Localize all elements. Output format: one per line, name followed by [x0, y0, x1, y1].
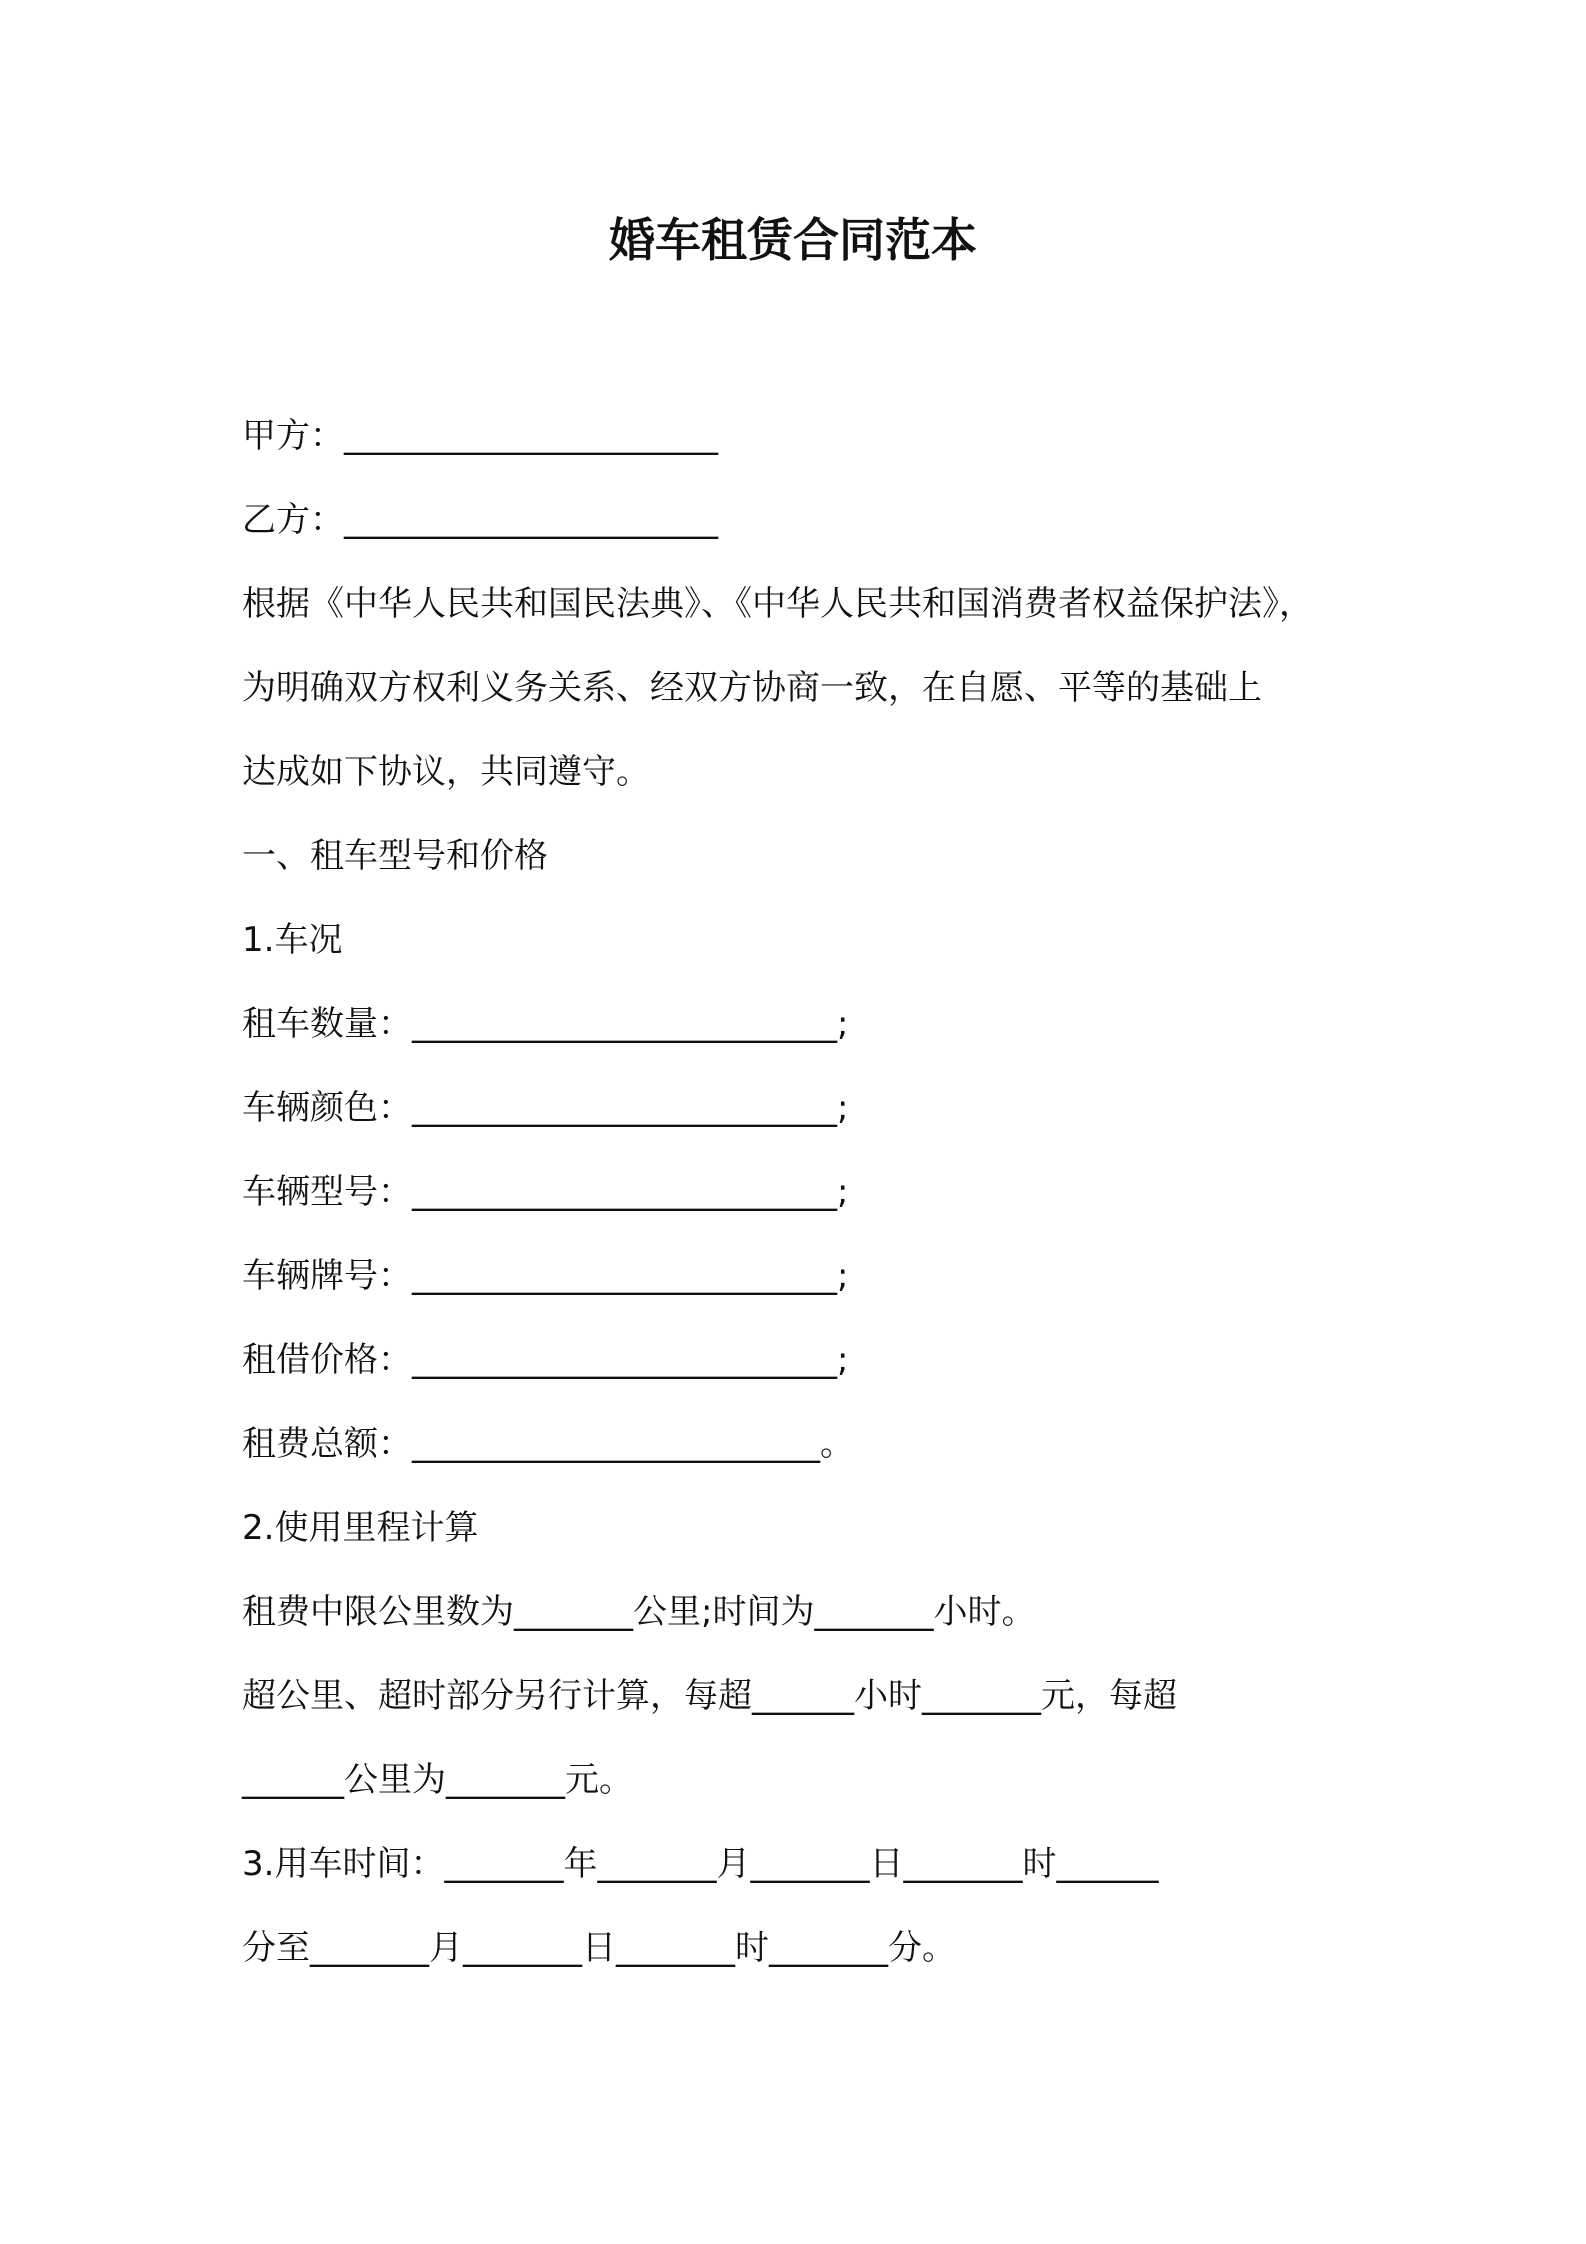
preamble-line-2: 为明确双方权利义务关系、经双方协商一致，在自愿、平等的基础上 — [242, 668, 1262, 708]
field-total-fee: 租费总额：________________________。 — [242, 1424, 854, 1464]
usage-time-line-2: 分至_______月_______日_______时_______分。 — [242, 1928, 956, 1968]
field-license-plate: 车辆牌号：_________________________; — [242, 1256, 849, 1296]
overage-line-1: 超公里、超时部分另行计算，每超______小时_______元，每超 — [242, 1676, 1177, 1716]
preamble-line-1: 根据《中华人民共和国民法典》、《中华人民共和国消费者权益保护法》， — [242, 584, 1313, 624]
field-rental-price: 租借价格：_________________________; — [242, 1340, 849, 1380]
party-a-line: 甲方：______________________ — [242, 416, 718, 456]
field-rental-quantity: 租车数量：_________________________; — [242, 1004, 849, 1044]
subsection-vehicle-condition: 1.车况 — [242, 920, 343, 960]
usage-time-line-1: 3.用车时间：_______年_______月_______日_______时______ — [242, 1844, 1159, 1884]
party-b-line: 乙方：______________________ — [242, 500, 718, 540]
mileage-limit-line: 租费中限公里数为_______公里;时间为_______小时。 — [242, 1592, 1036, 1632]
document-title: 婚车租赁合同范本 — [609, 213, 977, 267]
section-1-heading: 一、租车型号和价格 — [242, 836, 548, 876]
overage-line-2: ______公里为_______元。 — [242, 1760, 633, 1800]
subsection-mileage: 2.使用里程计算 — [242, 1508, 479, 1548]
field-vehicle-color: 车辆颜色：_________________________; — [242, 1088, 849, 1128]
field-vehicle-model: 车辆型号：_________________________; — [242, 1172, 849, 1212]
preamble-line-3: 达成如下协议，共同遵守。 — [242, 752, 650, 792]
